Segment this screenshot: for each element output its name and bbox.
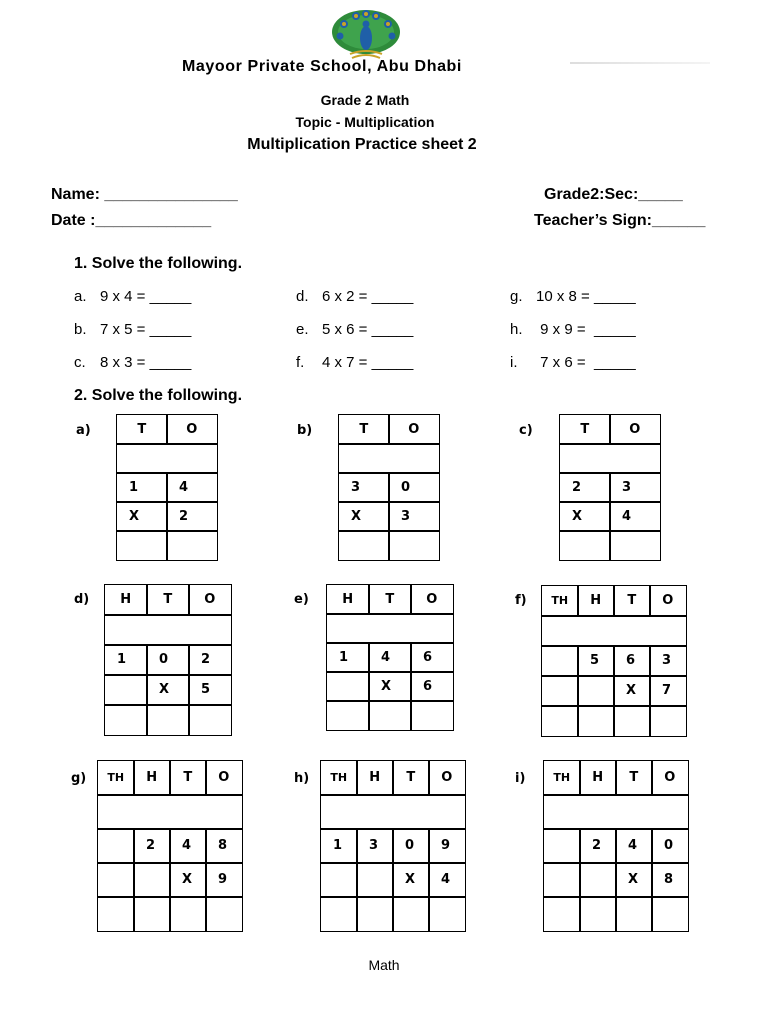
multiplier-cell[interactable] — [104, 674, 148, 706]
multiplicand-cell: 0 — [388, 472, 440, 503]
grid-label: i) — [515, 771, 526, 786]
place-value-header: TH — [543, 760, 581, 796]
place-value-header: T — [613, 585, 651, 617]
problem-expression[interactable]: 4 x 7 = _____ — [322, 354, 414, 371]
carry-row[interactable] — [559, 443, 661, 474]
multiplicand-cell[interactable] — [543, 828, 581, 864]
peacock-logo — [328, 8, 404, 60]
date-field[interactable]: Date :_____________ — [51, 212, 212, 229]
carry-row[interactable] — [338, 443, 440, 474]
carry-row[interactable] — [97, 794, 243, 830]
school-name: Mayoor Private School, Abu Dhabi — [182, 58, 462, 75]
grid-label: g) — [71, 771, 87, 786]
problem-expression[interactable]: 9 x 4 = _____ — [100, 288, 192, 305]
multiplier-cell: 9 — [205, 862, 243, 898]
multiplier-cell: X — [613, 675, 651, 707]
answer-cell[interactable] — [116, 530, 168, 561]
grade-subject: Grade 2 Math — [320, 92, 410, 108]
multiplier-cell[interactable] — [577, 675, 615, 707]
answer-cell[interactable] — [651, 896, 689, 932]
answer-cell[interactable] — [410, 700, 454, 731]
answer-cell[interactable] — [188, 704, 232, 736]
multiplicand-cell: 4 — [169, 828, 207, 864]
place-value-header: O — [410, 584, 454, 615]
answer-cell[interactable] — [326, 700, 370, 731]
sheet-title: Multiplication Practice sheet 2 — [247, 136, 477, 153]
place-value-header: O — [166, 414, 218, 445]
answer-cell[interactable] — [166, 530, 218, 561]
multiplicand-cell: 1 — [104, 644, 148, 676]
place-value-header: TH — [97, 760, 135, 796]
place-value-header: H — [104, 584, 148, 616]
multiplier-cell[interactable] — [97, 862, 135, 898]
grid-label: a) — [76, 423, 91, 438]
multiplicand-cell: 3 — [338, 472, 390, 503]
problem-letter: f. — [296, 354, 305, 371]
carry-row[interactable] — [116, 443, 218, 474]
multiplier-cell: 4 — [609, 501, 661, 532]
problem-expression[interactable]: 7 x 5 = _____ — [100, 321, 192, 338]
place-value-header: T — [169, 760, 207, 796]
place-value-header: O — [428, 760, 466, 796]
multiplier-cell[interactable] — [320, 862, 358, 898]
answer-cell[interactable] — [205, 896, 243, 932]
place-value-header: H — [133, 760, 171, 796]
multiplicand-cell: 6 — [613, 645, 651, 677]
place-value-header: O — [609, 414, 661, 445]
grid-label: h) — [294, 771, 310, 786]
multiplicand-cell: 6 — [410, 642, 454, 673]
multiplier-cell[interactable] — [356, 862, 394, 898]
answer-cell[interactable] — [368, 700, 412, 731]
multiplicand-cell: 2 — [559, 472, 611, 503]
multiplier-cell: X — [146, 674, 190, 706]
teacher-sign-field[interactable]: Teacher’s Sign:______ — [534, 212, 706, 229]
place-value-header: O — [649, 585, 687, 617]
problem-item — [510, 321, 636, 338]
answer-cell[interactable] — [609, 530, 661, 561]
multiplicand-cell: 4 — [615, 828, 653, 864]
multiplicand-cell[interactable] — [97, 828, 135, 864]
answer-cell[interactable] — [559, 530, 611, 561]
multiplier-cell: 5 — [188, 674, 232, 706]
multiplicand-cell: 0 — [651, 828, 689, 864]
answer-cell[interactable] — [320, 896, 358, 932]
problem-letter: g. — [510, 288, 523, 305]
multiplicand-cell: 1 — [116, 472, 168, 503]
carry-row[interactable] — [541, 615, 687, 647]
multiplicand-cell: 9 — [428, 828, 466, 864]
carry-row[interactable] — [104, 614, 232, 646]
place-value-header: H — [326, 584, 370, 615]
multiplicand-cell: 5 — [577, 645, 615, 677]
multiplier-cell: 4 — [428, 862, 466, 898]
multiplicand-cell: 2 — [579, 828, 617, 864]
place-value-header: O — [651, 760, 689, 796]
problem-item — [74, 288, 191, 305]
multiplicand-cell: 1 — [320, 828, 358, 864]
grid-label: f) — [515, 593, 527, 608]
carry-row[interactable] — [320, 794, 466, 830]
multiplier-cell: X — [392, 862, 430, 898]
multiplier-cell: X — [116, 501, 168, 532]
answer-cell[interactable] — [133, 896, 171, 932]
answer-cell[interactable] — [356, 896, 394, 932]
section-2-heading: 2. Solve the following. — [74, 387, 243, 404]
place-value-header: T — [559, 414, 611, 445]
problem-letter: e. — [296, 321, 309, 338]
grade-section-field[interactable]: Grade2:Sec:_____ — [544, 186, 683, 203]
multiplier-cell[interactable] — [579, 862, 617, 898]
multiplicand-cell: 3 — [609, 472, 661, 503]
answer-cell[interactable] — [615, 896, 653, 932]
place-value-header: H — [577, 585, 615, 617]
grid-label: e) — [294, 592, 309, 607]
grid-label: b) — [297, 423, 313, 438]
answer-cell[interactable] — [543, 896, 581, 932]
multiplicand-cell: 2 — [188, 644, 232, 676]
problem-expression[interactable]: 5 x 6 = _____ — [322, 321, 414, 338]
footer-subject: Math — [368, 957, 400, 973]
problem-letter: h. — [510, 321, 523, 338]
answer-cell[interactable] — [392, 896, 430, 932]
place-value-header: H — [356, 760, 394, 796]
multiplier-cell: X — [338, 501, 390, 532]
carry-row[interactable] — [543, 794, 689, 830]
multiplier-cell[interactable] — [541, 675, 579, 707]
multiplicand-cell[interactable] — [541, 645, 579, 677]
problem-item — [296, 321, 413, 338]
answer-cell[interactable] — [146, 704, 190, 736]
place-value-header: T — [116, 414, 168, 445]
multiplier-cell: 6 — [410, 671, 454, 702]
multiplicand-cell: 2 — [133, 828, 171, 864]
problem-item — [510, 288, 636, 305]
place-value-header: T — [338, 414, 390, 445]
answer-cell[interactable] — [388, 530, 440, 561]
problem-item — [74, 354, 191, 371]
place-value-header: T — [368, 584, 412, 615]
problem-expression[interactable]: 9 x 9 = _____ — [536, 321, 636, 338]
place-value-header: H — [579, 760, 617, 796]
multiplicand-cell: 0 — [392, 828, 430, 864]
answer-cell[interactable] — [428, 896, 466, 932]
problem-letter: i. — [510, 354, 518, 371]
grid-label: d) — [74, 592, 90, 607]
multiplier-cell: 7 — [649, 675, 687, 707]
multiplicand-cell: 3 — [356, 828, 394, 864]
problem-item — [296, 288, 413, 305]
problem-expression[interactable]: 6 x 2 = _____ — [322, 288, 414, 305]
multiplier-cell: 8 — [651, 862, 689, 898]
multiplier-cell: X — [615, 862, 653, 898]
problem-letter: d. — [296, 288, 309, 305]
multiplicand-cell: 4 — [166, 472, 218, 503]
answer-cell[interactable] — [577, 705, 615, 737]
problem-item — [296, 354, 413, 371]
answer-cell[interactable] — [649, 705, 687, 737]
multiplier-cell: 3 — [388, 501, 440, 532]
place-value-header: T — [392, 760, 430, 796]
problem-expression[interactable]: 10 x 8 = _____ — [536, 288, 636, 305]
answer-cell[interactable] — [104, 704, 148, 736]
problem-letter: b. — [74, 321, 87, 338]
answer-cell[interactable] — [541, 705, 579, 737]
problem-expression[interactable]: 7 x 6 = _____ — [536, 354, 636, 371]
answer-cell[interactable] — [169, 896, 207, 932]
multiplier-cell: X — [368, 671, 412, 702]
multiplicand-cell: 1 — [326, 642, 370, 673]
place-value-header: T — [615, 760, 653, 796]
place-value-header: T — [146, 584, 190, 616]
answer-cell[interactable] — [613, 705, 651, 737]
problem-letter: c. — [74, 354, 86, 371]
multiplier-cell: 2 — [166, 501, 218, 532]
multiplier-cell[interactable] — [133, 862, 171, 898]
place-value-header: O — [205, 760, 243, 796]
problem-item — [510, 354, 636, 371]
multiplicand-cell: 4 — [368, 642, 412, 673]
carry-row[interactable] — [326, 613, 454, 644]
answer-cell[interactable] — [579, 896, 617, 932]
place-value-header: O — [188, 584, 232, 616]
multiplier-cell[interactable] — [543, 862, 581, 898]
topic: Topic - Multiplication — [295, 114, 435, 130]
name-field[interactable]: Name: _______________ — [51, 186, 238, 203]
answer-cell[interactable] — [338, 530, 390, 561]
problem-expression[interactable]: 8 x 3 = _____ — [100, 354, 192, 371]
multiplier-cell: X — [559, 501, 611, 532]
header-fade-decoration — [570, 62, 710, 64]
problem-letter: a. — [74, 288, 87, 305]
section-1-heading: 1. Solve the following. — [74, 255, 243, 272]
multiplicand-cell: 0 — [146, 644, 190, 676]
answer-cell[interactable] — [97, 896, 135, 932]
place-value-header: TH — [320, 760, 358, 796]
grid-label: c) — [519, 423, 533, 438]
problem-item — [74, 321, 191, 338]
multiplicand-cell: 3 — [649, 645, 687, 677]
place-value-header: O — [388, 414, 440, 445]
multiplier-cell[interactable] — [326, 671, 370, 702]
multiplier-cell: X — [169, 862, 207, 898]
place-value-header: TH — [541, 585, 579, 617]
multiplicand-cell: 8 — [205, 828, 243, 864]
